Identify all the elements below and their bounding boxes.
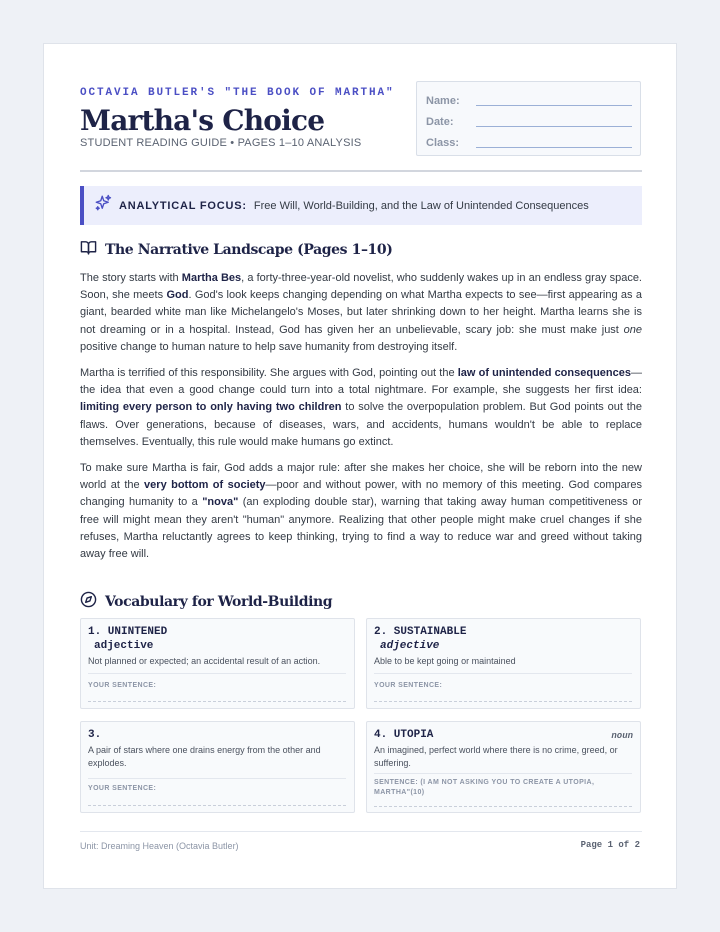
name-line[interactable] — [476, 105, 632, 106]
p2-text-c: to solve the overpopulation problem. But God points out the flaws. Over generations, because of diseases, wars, and accidents, humans wouldn't be able to replace themselves. Eventually, this rule would make humans go extinct. — [80, 401, 642, 448]
sentence-writing-line[interactable] — [374, 701, 632, 702]
sparkle-icon — [94, 194, 112, 217]
landscape-paragraph-3 — [80, 460, 642, 563]
card-divider — [88, 778, 346, 779]
p3-bold-nova: "nova" — [202, 496, 239, 509]
p2-text-b: —the idea that even a good change could turn into a total nightmare. For example, she suggests her first idea: — [80, 367, 642, 397]
vocab-card-1 — [80, 618, 355, 709]
p3-text-b: —poor and without power, with no memory of this meeting. God compares changing humanity to a — [80, 479, 642, 509]
p3-bold-bottom: very bottom of society — [144, 479, 266, 492]
landscape-paragraph-1 — [80, 270, 642, 356]
vocab-card-3 — [80, 721, 355, 813]
class-label: Class: — [426, 137, 460, 149]
sentence-label: SENTENCE: (I AM NOT ASKING YOU TO CREATE A UTOPIA, MARTHA"(10) — [374, 779, 595, 796]
landscape-title: The Narrative Landscape (Pages 1–10) — [105, 241, 393, 258]
date-label: Date: — [426, 116, 454, 128]
sentence-label: YOUR SENTENCE: — [88, 785, 157, 792]
vocab-definition: A pair of stars where one drains energy from the other and explodes. — [88, 745, 321, 768]
vocab-term: 1. UNINTENED — [88, 626, 168, 638]
p1-text-c: . God's look keeps changing depending on what Martha expects to see—first appearing as a giant, bearded white man like Michelangelo's Moses, but later shrinking down to her height. Martha learns she is not dreaming or in a hospital. Instead, God has given her an unbelievable, scary job: she must make just — [80, 289, 642, 336]
footer-unit: Unit: Dreaming Heaven (Octavia Butler) — [80, 841, 239, 851]
date-field[interactable] — [426, 112, 636, 126]
vocab-definition: An imagined, perfect world where there is no crime, greed, or suffering. — [374, 745, 618, 768]
vocab-term: 4. UTOPIA — [374, 729, 434, 741]
vocab-heading — [80, 591, 332, 612]
name-label: Name: — [426, 95, 460, 107]
p1-bold-god: God — [166, 289, 189, 302]
card-divider — [374, 773, 632, 774]
vocab-term: 2. SUSTAINABLE — [374, 626, 467, 638]
p1-text-d: positive change to human nature to help save humanity from destroying itself. — [80, 340, 458, 353]
sentence-writing-line[interactable] — [88, 701, 346, 702]
vocab-card-2 — [366, 618, 641, 709]
p2-bold-limit: limiting every person to only having two children — [80, 401, 342, 414]
landscape-heading — [80, 240, 392, 259]
focus-label: ANALYTICAL FOCUS: — [119, 199, 247, 212]
card-divider — [88, 673, 346, 674]
worksheet-page — [43, 43, 677, 889]
footer-divider — [80, 831, 642, 832]
p1-italic-one: one — [623, 323, 642, 336]
date-line[interactable] — [476, 126, 632, 127]
card-divider — [374, 673, 632, 674]
vocab-part-of-speech: adjective — [94, 640, 154, 652]
vocab-title: Vocabulary for World-Building — [105, 593, 333, 610]
page-title: Martha's Choice — [80, 104, 325, 137]
sentence-label: YOUR SENTENCE: — [88, 682, 157, 689]
p3-text-a: To make sure Martha is fair, God adds a major rule: after she makes her choice, she will be reborn into the new world at the — [80, 462, 642, 492]
p1-text-b: , a forty-three-year-old novelist, who suddenly wakes up in an endless gray space. Soon, she meets — [80, 272, 642, 302]
name-field[interactable] — [426, 91, 636, 105]
vocab-term: 3. — [88, 729, 102, 741]
vocab-definition: Not planned or expected; an accidental result of an action. — [88, 656, 321, 666]
kicker: OCTAVIA BUTLER'S "THE BOOK OF MARTHA" — [80, 87, 395, 99]
class-line[interactable] — [476, 147, 632, 148]
student-info-box — [416, 81, 641, 156]
class-field[interactable] — [426, 133, 636, 147]
p2-text-a: Martha is terrified of this responsibility. She argues with God, pointing out the — [80, 367, 458, 379]
vocab-part-of-speech: noun — [611, 731, 633, 741]
p2-bold-law: law of unintended consequences — [457, 367, 631, 379]
focus-text: Free Will, World-Building, and the Law of Unintended Consequences — [253, 199, 589, 212]
footer-page-number: Page 1 of 2 — [580, 840, 640, 850]
analytical-focus-banner — [80, 186, 642, 225]
vocab-card-4 — [366, 721, 641, 813]
sentence-writing-line[interactable] — [88, 805, 346, 806]
book-open-icon — [80, 240, 105, 259]
vocab-part-of-speech: adjective — [380, 640, 440, 652]
page-subtitle: STUDENT READING GUIDE • PAGES 1–10 ANALYSIS — [80, 137, 362, 149]
sentence-writing-line[interactable] — [374, 806, 632, 807]
header-divider — [80, 170, 642, 172]
p1-text-a: The story starts with — [80, 272, 182, 284]
sentence-label: YOUR SENTENCE: — [374, 682, 443, 689]
p1-bold-martha: Martha Bes — [181, 272, 242, 284]
vocab-definition: Able to be kept going or maintained — [374, 656, 516, 666]
compass-icon — [80, 591, 105, 612]
landscape-paragraph-2 — [80, 365, 642, 451]
p3-text-c: (an exploding double star), warning that taking away human competitiveness or free will might mean they aren't "human" anymore. Realizing that other people might make cruel changes if she refuses, Martha reluctantly agrees to keep thinking, trying to find a way to reduce war and greed without taking away free will. — [80, 496, 642, 561]
